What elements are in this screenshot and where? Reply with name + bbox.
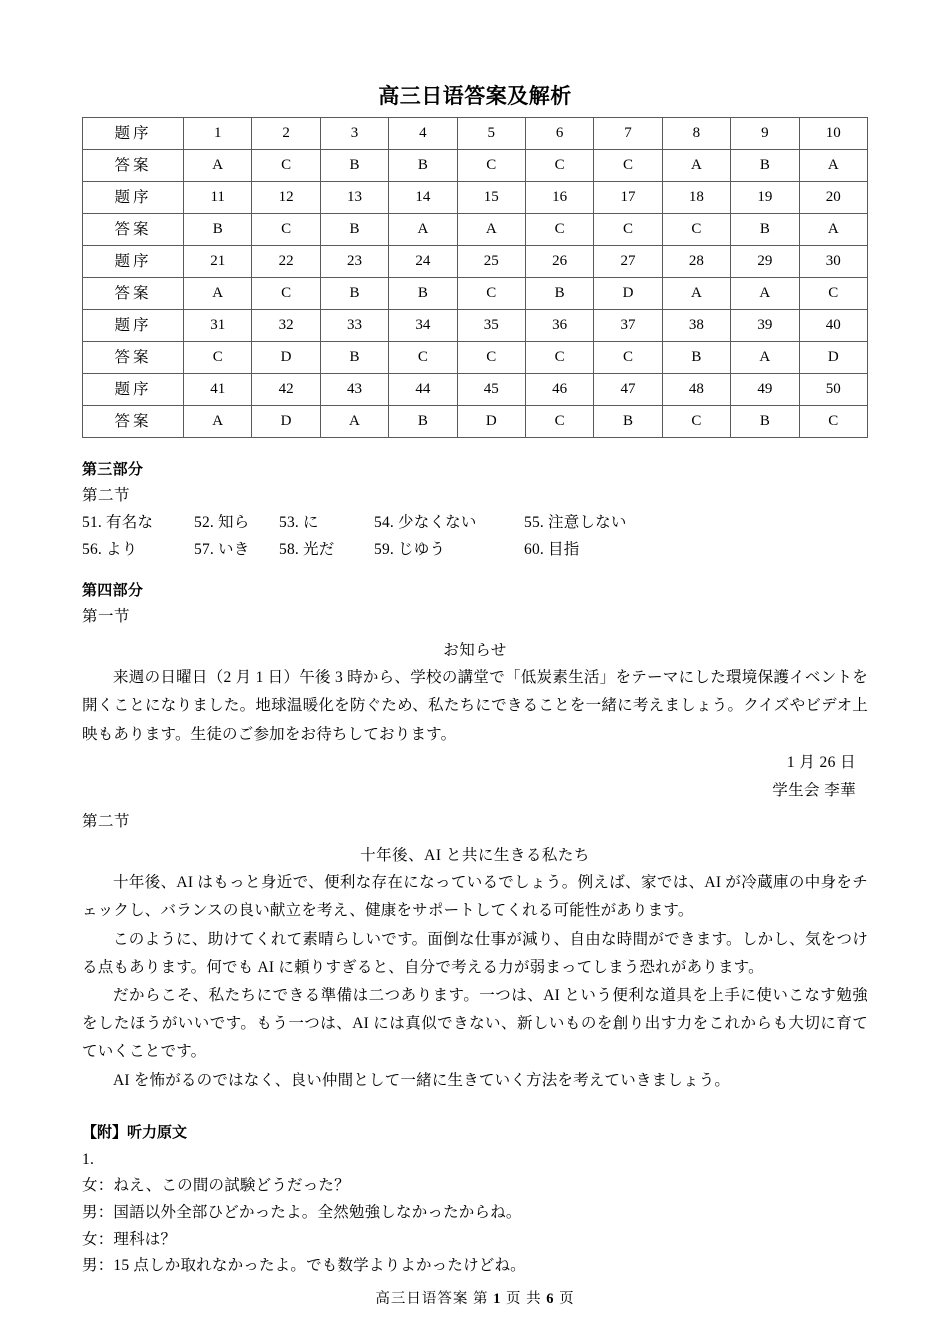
question-number: 25 [457, 246, 525, 278]
answer-cell: C [457, 278, 525, 310]
answer-cell: A [662, 150, 730, 182]
answer-cell: A [731, 278, 799, 310]
footer-page-word: 第 [473, 1291, 489, 1307]
answer-cell: C [525, 150, 593, 182]
row-label-question: 题序 [83, 310, 184, 342]
answer-cell: C [457, 150, 525, 182]
answer-cell: A [662, 278, 730, 310]
answer-cell: C [594, 214, 662, 246]
fill-answer-row-1 [82, 510, 868, 532]
row-label-question: 题序 [83, 246, 184, 278]
question-number: 47 [594, 374, 662, 406]
question-number: 45 [457, 374, 525, 406]
question-number: 20 [799, 182, 867, 214]
answer-cell: C [252, 278, 320, 310]
row-label-question: 题序 [83, 118, 184, 150]
row-label-answer: 答案 [83, 342, 184, 374]
listening-script-item: 1. [82, 1150, 95, 1168]
question-number: 46 [525, 374, 593, 406]
question-number: 12 [252, 182, 320, 214]
footer-label: 高三日语答案 [375, 1291, 469, 1307]
question-number: 42 [252, 374, 320, 406]
question-number: 24 [389, 246, 457, 278]
answer-cell: B [389, 406, 457, 438]
question-number: 41 [184, 374, 252, 406]
listening-script-item: 男：国語以外全部ひどかったよ。全然勉強しなかったからね。 [82, 1204, 522, 1222]
subsection-heading-part-three-two: 第二节 [82, 487, 131, 505]
answer-cell: C [594, 342, 662, 374]
row-label-answer: 答案 [83, 406, 184, 438]
answer-cell: A [731, 342, 799, 374]
answer-cell: C [799, 278, 867, 310]
question-number: 30 [799, 246, 867, 278]
page-footer [0, 1287, 950, 1308]
answer-cell: C [184, 342, 252, 374]
question-number: 2 [252, 118, 320, 150]
footer-total-pages: 6 [546, 1291, 555, 1307]
notice-body: 来週の日曜日（2 月 1 日）午後 3 時から、学校の講堂で「低炭素生活」をテーマにした環境保護イベントを開くことになりました。地球温暖化を防ぐため、私たちにできることを一緒に考えましょう。クイズやビデオ上映もあります。生徒のご参加をお待ちしております。 [82, 669, 868, 743]
table-row [83, 246, 868, 278]
listening-script-heading: 【附】听力原文 [82, 1122, 188, 1141]
answer-cell: A [389, 214, 457, 246]
answer-cell: C [252, 214, 320, 246]
question-number: 10 [799, 118, 867, 150]
answer-cell: B [389, 278, 457, 310]
answer-cell: A [799, 150, 867, 182]
answer-cell: B [594, 406, 662, 438]
question-number: 18 [662, 182, 730, 214]
answer-key-table [82, 117, 868, 438]
answer-cell: A [799, 214, 867, 246]
answer-cell: C [525, 342, 593, 374]
question-number: 16 [525, 182, 593, 214]
answer-key-table-body [83, 118, 868, 438]
answer-cell: B [662, 342, 730, 374]
answer-cell: D [252, 406, 320, 438]
table-row [83, 214, 868, 246]
footer-of-word: 共 [526, 1291, 542, 1307]
fill-answer-59: 59. じゆう [374, 541, 446, 559]
notice-signature: 学生会 李華 [772, 782, 856, 799]
fill-answer-52: 52. 知ら [194, 514, 250, 532]
table-row [83, 118, 868, 150]
question-number: 7 [594, 118, 662, 150]
question-number: 15 [457, 182, 525, 214]
question-number: 8 [662, 118, 730, 150]
question-number: 28 [662, 246, 730, 278]
question-number: 50 [799, 374, 867, 406]
row-label-answer: 答案 [83, 278, 184, 310]
question-number: 38 [662, 310, 730, 342]
table-row [83, 150, 868, 182]
table-row [83, 182, 868, 214]
question-number: 5 [457, 118, 525, 150]
fill-answer-60: 60. 目指 [524, 541, 580, 559]
notice-date: 1 月 26 日 [786, 753, 856, 771]
table-row [83, 342, 868, 374]
question-number: 33 [320, 310, 388, 342]
section-heading-part-four: 第四部分 [82, 581, 144, 600]
section-heading-part-three: 第三部分 [82, 460, 144, 479]
essay-paragraph: 十年後、AI はもっと身近で、便利な存在になっているでしょう。例えば、家では、AI が冷蔵庫の中身をチェックし、バランスの良い献立を考え、健康をサポートしてくれる可能性があります。 [82, 874, 868, 920]
fill-answer-58: 58. 光だ [279, 541, 335, 559]
row-label-answer: 答案 [83, 214, 184, 246]
answer-cell: B [320, 214, 388, 246]
answer-cell: D [799, 342, 867, 374]
question-number: 22 [252, 246, 320, 278]
question-number: 43 [320, 374, 388, 406]
question-number: 44 [389, 374, 457, 406]
answer-cell: B [731, 150, 799, 182]
essay-paragraph: だからこそ、私たちにできる準備は二つあります。一つは、AI という便利な道具を上手に使いこなす勉強をしたほうがいいです。もう一つは、AI には真似できない、新しいものを創り出す力をこれからも大切に育てていくことです。 [82, 987, 868, 1061]
fill-answer-54: 54. 少なくない [374, 514, 477, 532]
answer-cell: B [184, 214, 252, 246]
table-row [83, 310, 868, 342]
answer-cell: B [731, 214, 799, 246]
table-row [83, 278, 868, 310]
answer-cell: A [320, 406, 388, 438]
answer-cell: C [389, 342, 457, 374]
question-number: 40 [799, 310, 867, 342]
answer-cell: C [662, 214, 730, 246]
question-number: 39 [731, 310, 799, 342]
answer-cell: D [594, 278, 662, 310]
question-number: 34 [389, 310, 457, 342]
question-number: 23 [320, 246, 388, 278]
answer-cell: A [184, 278, 252, 310]
question-number: 11 [184, 182, 252, 214]
fill-answer-51: 51. 有名な [82, 514, 154, 532]
answer-cell: D [252, 342, 320, 374]
row-label-question: 题序 [83, 374, 184, 406]
fill-answer-55: 55. 注意しない [524, 514, 627, 532]
listening-script-item: 女：ねえ、この間の試験どうだった？ [82, 1177, 350, 1195]
answer-cell: A [457, 214, 525, 246]
question-number: 1 [184, 118, 252, 150]
answer-cell: C [525, 406, 593, 438]
answer-cell: B [320, 342, 388, 374]
answer-cell: C [799, 406, 867, 438]
answer-cell: C [662, 406, 730, 438]
answer-cell: D [457, 406, 525, 438]
fill-answer-57: 57. いき [194, 541, 250, 559]
answer-cell: A [184, 406, 252, 438]
answer-cell: B [389, 150, 457, 182]
answer-cell: A [184, 150, 252, 182]
question-number: 4 [389, 118, 457, 150]
question-number: 6 [525, 118, 593, 150]
question-number: 17 [594, 182, 662, 214]
fill-answer-53: 53. に [279, 514, 319, 532]
subsection-heading-part-four-one: 第一节 [82, 608, 131, 626]
question-number: 27 [594, 246, 662, 278]
footer-page-unit: 页 [559, 1291, 575, 1307]
question-number: 26 [525, 246, 593, 278]
table-row [83, 374, 868, 406]
notice-title: お知らせ [443, 642, 507, 660]
question-number: 37 [594, 310, 662, 342]
page-title: 高三日语答案及解析 [378, 84, 572, 108]
answer-cell: B [320, 150, 388, 182]
question-number: 21 [184, 246, 252, 278]
answer-cell: C [252, 150, 320, 182]
answer-cell: C [525, 214, 593, 246]
table-row [83, 406, 868, 438]
answer-cell: C [457, 342, 525, 374]
fill-answer-row-2 [82, 537, 868, 559]
listening-script-item: 女：理科は？ [82, 1230, 177, 1248]
question-number: 14 [389, 182, 457, 214]
question-number: 36 [525, 310, 593, 342]
question-number: 13 [320, 182, 388, 214]
essay-title: 十年後、AI と共に生きる私たち [360, 847, 590, 865]
question-number: 35 [457, 310, 525, 342]
row-label-question: 题序 [83, 182, 184, 214]
question-number: 32 [252, 310, 320, 342]
listening-script-item: 男：15 点しか取れなかったよ。でも数学よりよかったけどね。 [82, 1257, 526, 1275]
question-number: 48 [662, 374, 730, 406]
essay-paragraph: このように、助けてくれて素晴らしいです。面倒な仕事が減り、自由な時間ができます。しかし、気をつける点もあります。何でも AI に頼りすぎると、自分で考える力が弱まってしまう恐れがあります。 [82, 930, 868, 976]
answer-cell: C [594, 150, 662, 182]
footer-page-unit: 页 [506, 1291, 522, 1307]
question-number: 19 [731, 182, 799, 214]
subsection-heading-part-four-two: 第二节 [82, 813, 131, 831]
question-number: 49 [731, 374, 799, 406]
row-label-answer: 答案 [83, 150, 184, 182]
answer-cell: B [731, 406, 799, 438]
question-number: 31 [184, 310, 252, 342]
question-number: 3 [320, 118, 388, 150]
answer-cell: B [525, 278, 593, 310]
footer-page-number: 1 [493, 1291, 502, 1307]
essay-paragraph: AI を怖がるのではなく、良い仲間として一緒に生きていく方法を考えていきましょう。 [113, 1071, 731, 1089]
question-number: 29 [731, 246, 799, 278]
answer-cell: B [320, 278, 388, 310]
question-number: 9 [731, 118, 799, 150]
fill-answer-56: 56. より [82, 541, 138, 559]
